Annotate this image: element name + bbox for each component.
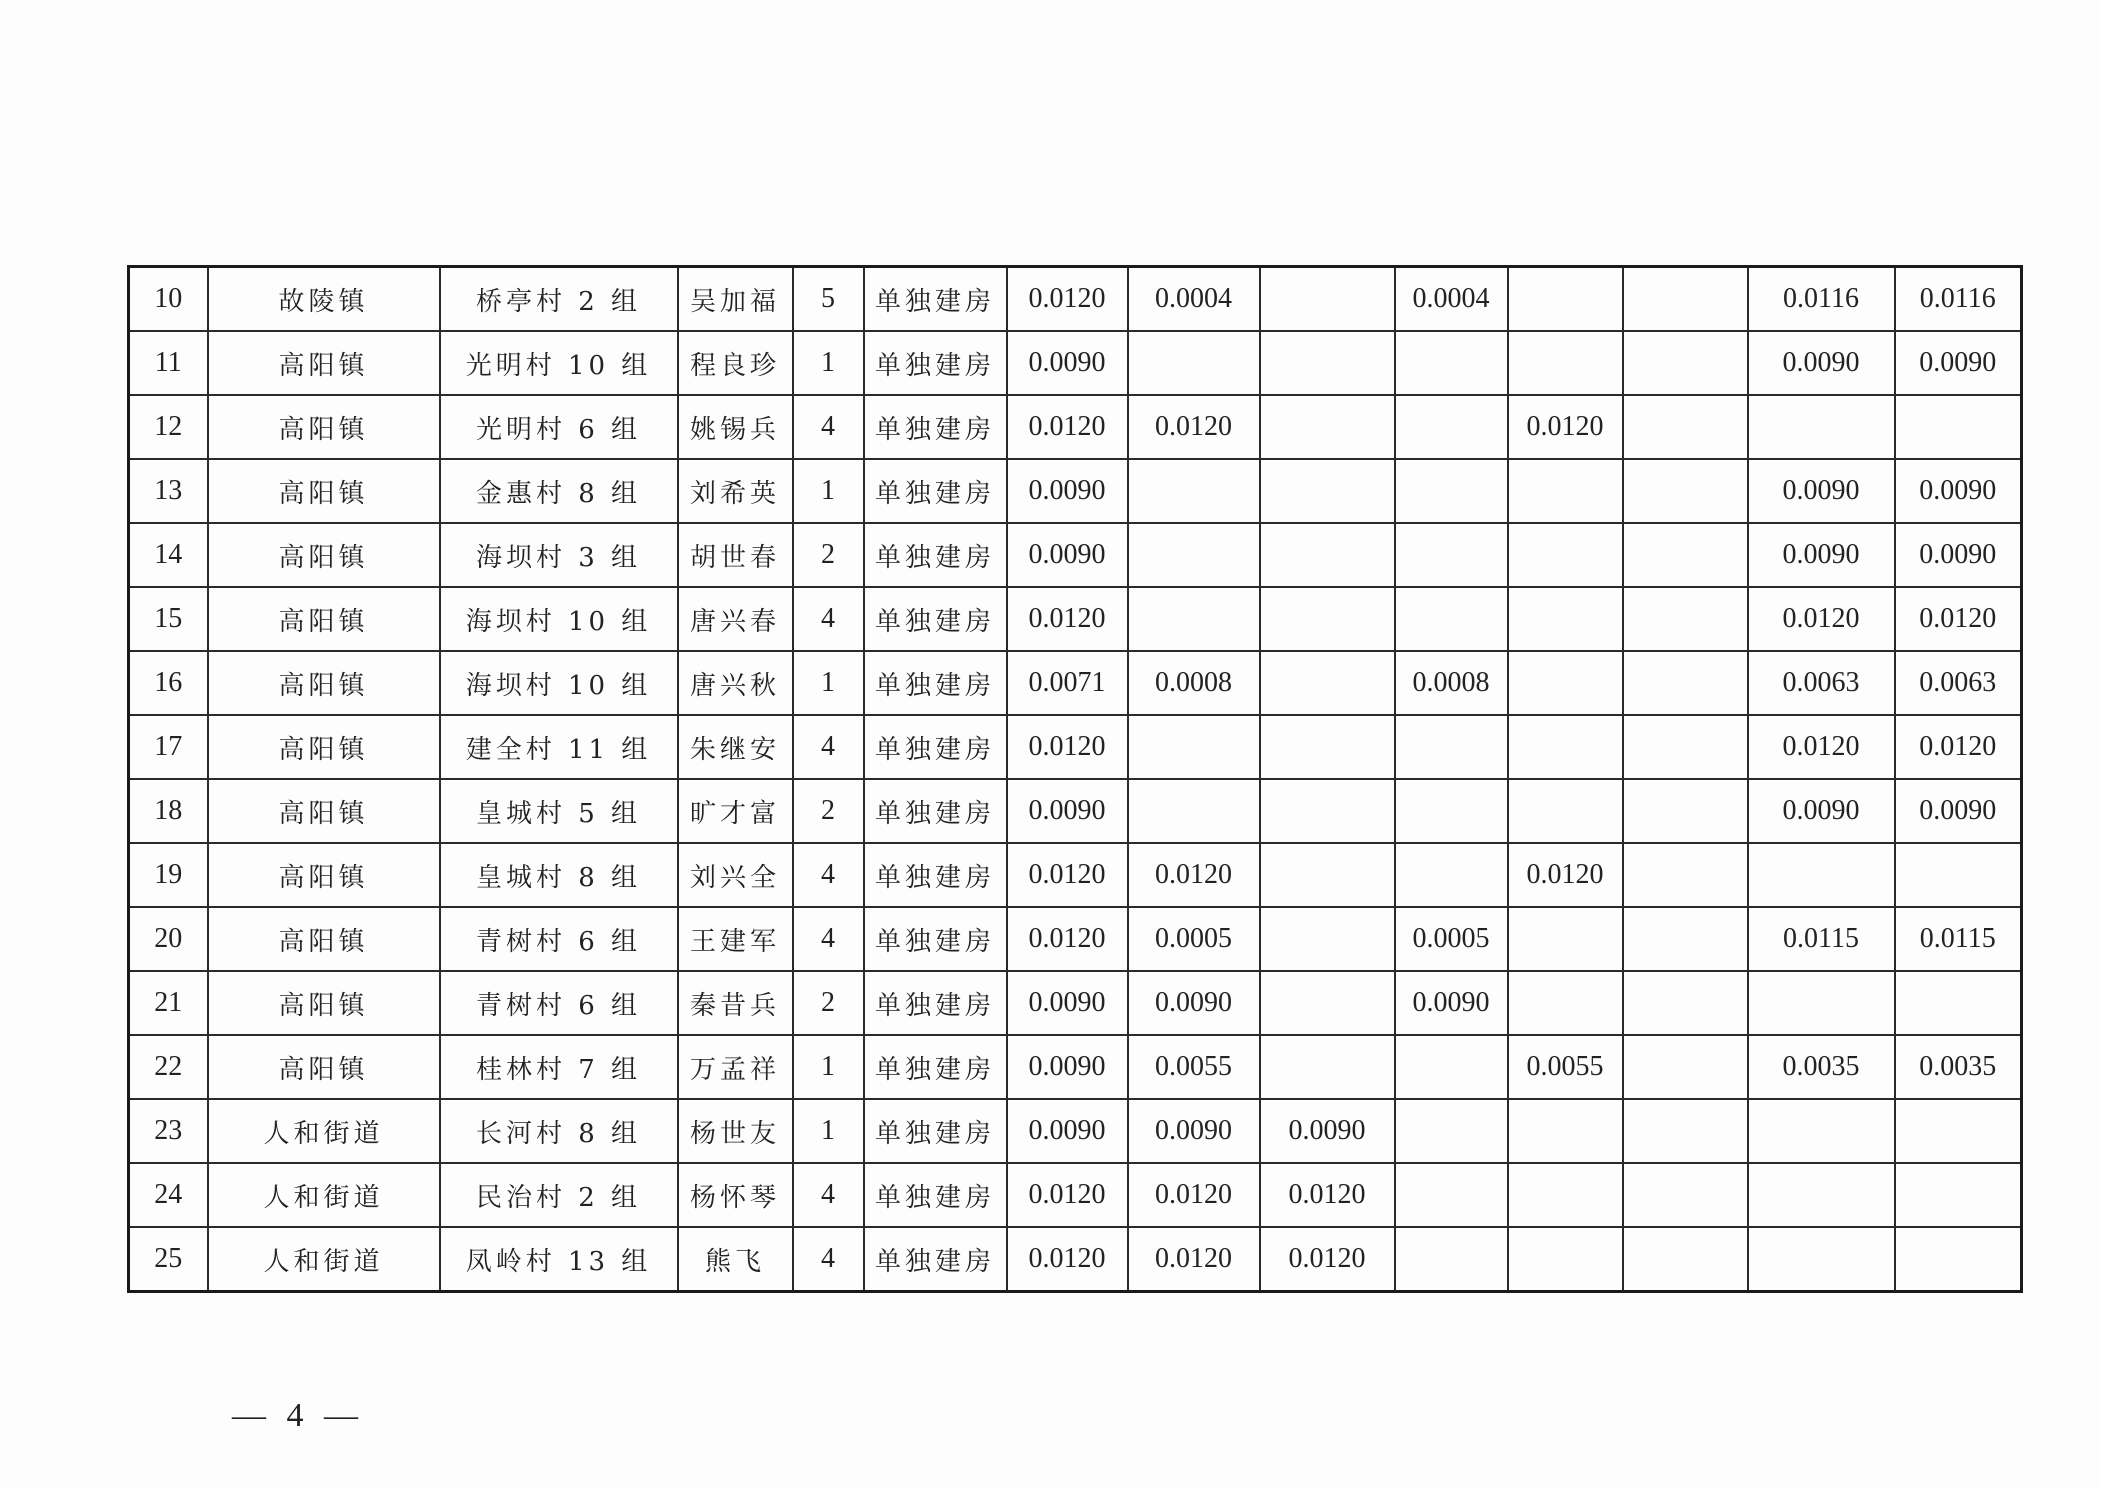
table-row — [129, 395, 2022, 459]
household-size-cell: 4 — [793, 907, 864, 971]
col-8-cell — [1128, 587, 1260, 651]
seq-no-cell: 12 — [129, 395, 208, 459]
land-use-table — [127, 265, 2023, 1293]
col-14-cell — [1895, 971, 2022, 1035]
col-12-cell — [1623, 971, 1748, 1035]
col-9-cell — [1260, 843, 1395, 907]
household-size-cell: 5 — [793, 267, 864, 332]
table-row — [129, 779, 2022, 843]
total-area-cell: 0.0120 — [1007, 715, 1128, 779]
col-8-cell — [1128, 331, 1260, 395]
build-type-cell: 单独建房 — [864, 715, 1007, 779]
table-row — [129, 523, 2022, 587]
col-9-cell — [1260, 331, 1395, 395]
col-8-cell: 0.0090 — [1128, 971, 1260, 1035]
town-cell: 人和街道 — [208, 1227, 440, 1292]
col-10-cell: 0.0090 — [1395, 971, 1508, 1035]
total-area-cell: 0.0120 — [1007, 1163, 1128, 1227]
household-size-cell: 4 — [793, 587, 864, 651]
col-12-cell — [1623, 459, 1748, 523]
col-12-cell — [1623, 523, 1748, 587]
col-14-cell: 0.0115 — [1895, 907, 2022, 971]
col-14-cell: 0.0116 — [1895, 267, 2022, 332]
build-type-cell: 单独建房 — [864, 267, 1007, 332]
col-9-cell — [1260, 907, 1395, 971]
town-cell: 高阳镇 — [208, 459, 440, 523]
col-9-cell: 0.0120 — [1260, 1227, 1395, 1292]
total-area-cell: 0.0120 — [1007, 267, 1128, 332]
col-12-cell — [1623, 331, 1748, 395]
seq-no-cell: 18 — [129, 779, 208, 843]
build-type-cell: 单独建房 — [864, 907, 1007, 971]
col-10-cell — [1395, 1163, 1508, 1227]
col-14-cell: 0.0090 — [1895, 779, 2022, 843]
col-11-cell — [1508, 779, 1623, 843]
col-14-cell: 0.0120 — [1895, 587, 2022, 651]
col-12-cell — [1623, 907, 1748, 971]
town-cell: 高阳镇 — [208, 715, 440, 779]
col-13-cell — [1748, 1227, 1895, 1292]
col-13-cell — [1748, 1163, 1895, 1227]
col-11-cell — [1508, 523, 1623, 587]
col-11-cell — [1508, 459, 1623, 523]
col-8-cell — [1128, 459, 1260, 523]
col-14-cell: 0.0035 — [1895, 1035, 2022, 1099]
col-9-cell — [1260, 779, 1395, 843]
col-8-cell: 0.0090 — [1128, 1099, 1260, 1163]
col-12-cell — [1623, 587, 1748, 651]
col-9-cell: 0.0120 — [1260, 1163, 1395, 1227]
seq-no-cell: 16 — [129, 651, 208, 715]
col-14-cell — [1895, 1099, 2022, 1163]
seq-no-cell: 21 — [129, 971, 208, 1035]
town-cell: 高阳镇 — [208, 779, 440, 843]
build-type-cell: 单独建房 — [864, 843, 1007, 907]
town-cell: 人和街道 — [208, 1099, 440, 1163]
table-row — [129, 971, 2022, 1035]
col-14-cell: 0.0090 — [1895, 331, 2022, 395]
household-size-cell: 1 — [793, 459, 864, 523]
household-size-cell: 1 — [793, 331, 864, 395]
col-8-cell — [1128, 715, 1260, 779]
col-9-cell — [1260, 459, 1395, 523]
build-type-cell: 单独建房 — [864, 651, 1007, 715]
col-9-cell — [1260, 395, 1395, 459]
col-12-cell — [1623, 843, 1748, 907]
col-8-cell: 0.0005 — [1128, 907, 1260, 971]
town-cell: 高阳镇 — [208, 395, 440, 459]
build-type-cell: 单独建房 — [864, 459, 1007, 523]
applicant-name-cell: 程良珍 — [678, 331, 793, 395]
applicant-name-cell: 胡世春 — [678, 523, 793, 587]
col-13-cell — [1748, 971, 1895, 1035]
col-10-cell — [1395, 1035, 1508, 1099]
total-area-cell: 0.0090 — [1007, 459, 1128, 523]
table-row — [129, 1099, 2022, 1163]
col-9-cell — [1260, 523, 1395, 587]
village-group-cell: 青树村 6 组 — [440, 971, 678, 1035]
seq-no-cell: 10 — [129, 267, 208, 332]
household-size-cell: 1 — [793, 1035, 864, 1099]
table-row — [129, 843, 2022, 907]
seq-no-cell: 15 — [129, 587, 208, 651]
total-area-cell: 0.0120 — [1007, 587, 1128, 651]
col-9-cell — [1260, 715, 1395, 779]
col-13-cell — [1748, 843, 1895, 907]
total-area-cell: 0.0120 — [1007, 843, 1128, 907]
col-8-cell: 0.0120 — [1128, 1163, 1260, 1227]
build-type-cell: 单独建房 — [864, 1163, 1007, 1227]
col-8-cell: 0.0055 — [1128, 1035, 1260, 1099]
seq-no-cell: 11 — [129, 331, 208, 395]
seq-no-cell: 19 — [129, 843, 208, 907]
col-10-cell — [1395, 715, 1508, 779]
seq-no-cell: 20 — [129, 907, 208, 971]
household-size-cell: 4 — [793, 1227, 864, 1292]
build-type-cell: 单独建房 — [864, 331, 1007, 395]
town-cell: 高阳镇 — [208, 331, 440, 395]
col-11-cell — [1508, 907, 1623, 971]
col-9-cell — [1260, 971, 1395, 1035]
col-8-cell: 0.0004 — [1128, 267, 1260, 332]
total-area-cell: 0.0090 — [1007, 331, 1128, 395]
col-10-cell — [1395, 843, 1508, 907]
town-cell: 高阳镇 — [208, 971, 440, 1035]
total-area-cell: 0.0090 — [1007, 779, 1128, 843]
col-10-cell — [1395, 587, 1508, 651]
build-type-cell: 单独建房 — [864, 1035, 1007, 1099]
town-cell: 人和街道 — [208, 1163, 440, 1227]
household-size-cell: 2 — [793, 523, 864, 587]
col-11-cell — [1508, 1099, 1623, 1163]
col-10-cell — [1395, 779, 1508, 843]
town-cell: 高阳镇 — [208, 651, 440, 715]
total-area-cell: 0.0090 — [1007, 971, 1128, 1035]
col-13-cell: 0.0090 — [1748, 523, 1895, 587]
total-area-cell: 0.0090 — [1007, 523, 1128, 587]
household-size-cell: 2 — [793, 779, 864, 843]
col-11-cell — [1508, 267, 1623, 332]
household-size-cell: 4 — [793, 395, 864, 459]
col-8-cell: 0.0120 — [1128, 843, 1260, 907]
seq-no-cell: 17 — [129, 715, 208, 779]
town-cell: 高阳镇 — [208, 1035, 440, 1099]
village-group-cell: 长河村 8 组 — [440, 1099, 678, 1163]
col-13-cell: 0.0090 — [1748, 459, 1895, 523]
applicant-name-cell: 姚锡兵 — [678, 395, 793, 459]
village-group-cell: 光明村 6 组 — [440, 395, 678, 459]
col-11-cell: 0.0120 — [1508, 395, 1623, 459]
applicant-name-cell: 杨怀琴 — [678, 1163, 793, 1227]
table-row — [129, 267, 2022, 332]
col-11-cell: 0.0120 — [1508, 843, 1623, 907]
applicant-name-cell: 唐兴秋 — [678, 651, 793, 715]
household-size-cell: 2 — [793, 971, 864, 1035]
col-9-cell — [1260, 267, 1395, 332]
col-8-cell: 0.0120 — [1128, 1227, 1260, 1292]
village-group-cell: 皇城村 8 组 — [440, 843, 678, 907]
col-12-cell — [1623, 1227, 1748, 1292]
col-14-cell: 0.0090 — [1895, 459, 2022, 523]
col-13-cell: 0.0090 — [1748, 779, 1895, 843]
col-12-cell — [1623, 1035, 1748, 1099]
village-group-cell: 民治村 2 组 — [440, 1163, 678, 1227]
col-8-cell — [1128, 523, 1260, 587]
col-10-cell: 0.0005 — [1395, 907, 1508, 971]
col-13-cell: 0.0035 — [1748, 1035, 1895, 1099]
village-group-cell: 金惠村 8 组 — [440, 459, 678, 523]
col-13-cell: 0.0116 — [1748, 267, 1895, 332]
col-10-cell — [1395, 395, 1508, 459]
build-type-cell: 单独建房 — [864, 1227, 1007, 1292]
col-12-cell — [1623, 651, 1748, 715]
town-cell: 高阳镇 — [208, 523, 440, 587]
col-11-cell — [1508, 331, 1623, 395]
applicant-name-cell: 刘兴全 — [678, 843, 793, 907]
table-row — [129, 331, 2022, 395]
build-type-cell: 单独建房 — [864, 971, 1007, 1035]
total-area-cell: 0.0120 — [1007, 907, 1128, 971]
col-12-cell — [1623, 267, 1748, 332]
col-12-cell — [1623, 1163, 1748, 1227]
town-cell: 高阳镇 — [208, 843, 440, 907]
col-11-cell — [1508, 971, 1623, 1035]
village-group-cell: 建全村 11 组 — [440, 715, 678, 779]
household-size-cell: 4 — [793, 843, 864, 907]
col-13-cell: 0.0115 — [1748, 907, 1895, 971]
col-10-cell: 0.0008 — [1395, 651, 1508, 715]
applicant-name-cell: 吴加福 — [678, 267, 793, 332]
total-area-cell: 0.0071 — [1007, 651, 1128, 715]
col-13-cell: 0.0120 — [1748, 587, 1895, 651]
col-13-cell — [1748, 1099, 1895, 1163]
col-10-cell — [1395, 1099, 1508, 1163]
table-row — [129, 907, 2022, 971]
applicant-name-cell: 朱继安 — [678, 715, 793, 779]
table-row — [129, 651, 2022, 715]
applicant-name-cell: 万孟祥 — [678, 1035, 793, 1099]
col-14-cell — [1895, 1227, 2022, 1292]
col-9-cell — [1260, 587, 1395, 651]
applicant-name-cell: 唐兴春 — [678, 587, 793, 651]
table-row — [129, 715, 2022, 779]
build-type-cell: 单独建房 — [864, 395, 1007, 459]
col-8-cell — [1128, 779, 1260, 843]
col-9-cell — [1260, 1035, 1395, 1099]
col-11-cell — [1508, 587, 1623, 651]
col-11-cell — [1508, 715, 1623, 779]
applicant-name-cell: 杨世友 — [678, 1099, 793, 1163]
build-type-cell: 单独建房 — [864, 1099, 1007, 1163]
applicant-name-cell: 刘希英 — [678, 459, 793, 523]
col-14-cell — [1895, 1163, 2022, 1227]
col-9-cell: 0.0090 — [1260, 1099, 1395, 1163]
col-9-cell — [1260, 651, 1395, 715]
seq-no-cell: 24 — [129, 1163, 208, 1227]
table-body — [129, 267, 2022, 1292]
seq-no-cell: 14 — [129, 523, 208, 587]
table-row — [129, 1227, 2022, 1292]
village-group-cell: 光明村 10 组 — [440, 331, 678, 395]
col-13-cell: 0.0120 — [1748, 715, 1895, 779]
household-size-cell: 1 — [793, 1099, 864, 1163]
village-group-cell: 桂林村 7 组 — [440, 1035, 678, 1099]
total-area-cell: 0.0120 — [1007, 1227, 1128, 1292]
col-8-cell: 0.0120 — [1128, 395, 1260, 459]
village-group-cell: 凤岭村 13 组 — [440, 1227, 678, 1292]
applicant-name-cell: 王建军 — [678, 907, 793, 971]
table-row — [129, 459, 2022, 523]
village-group-cell: 海坝村 3 组 — [440, 523, 678, 587]
seq-no-cell: 23 — [129, 1099, 208, 1163]
col-12-cell — [1623, 395, 1748, 459]
seq-no-cell: 13 — [129, 459, 208, 523]
col-12-cell — [1623, 715, 1748, 779]
col-11-cell — [1508, 1163, 1623, 1227]
applicant-name-cell: 熊飞 — [678, 1227, 793, 1292]
table-row — [129, 1163, 2022, 1227]
seq-no-cell: 25 — [129, 1227, 208, 1292]
total-area-cell: 0.0090 — [1007, 1099, 1128, 1163]
col-11-cell: 0.0055 — [1508, 1035, 1623, 1099]
col-10-cell — [1395, 459, 1508, 523]
town-cell: 高阳镇 — [208, 587, 440, 651]
col-12-cell — [1623, 1099, 1748, 1163]
village-group-cell: 桥亭村 2 组 — [440, 267, 678, 332]
total-area-cell: 0.0120 — [1007, 395, 1128, 459]
household-size-cell: 1 — [793, 651, 864, 715]
col-14-cell: 0.0120 — [1895, 715, 2022, 779]
col-13-cell — [1748, 395, 1895, 459]
applicant-name-cell: 旷才富 — [678, 779, 793, 843]
table-row — [129, 1035, 2022, 1099]
col-14-cell — [1895, 395, 2022, 459]
col-10-cell: 0.0004 — [1395, 267, 1508, 332]
col-13-cell: 0.0063 — [1748, 651, 1895, 715]
village-group-cell: 皇城村 5 组 — [440, 779, 678, 843]
build-type-cell: 单独建房 — [864, 779, 1007, 843]
applicant-name-cell: 秦昔兵 — [678, 971, 793, 1035]
col-11-cell — [1508, 651, 1623, 715]
col-14-cell: 0.0063 — [1895, 651, 2022, 715]
town-cell: 高阳镇 — [208, 907, 440, 971]
town-cell: 故陵镇 — [208, 267, 440, 332]
col-11-cell — [1508, 1227, 1623, 1292]
col-10-cell — [1395, 331, 1508, 395]
col-12-cell — [1623, 779, 1748, 843]
col-10-cell — [1395, 523, 1508, 587]
col-14-cell — [1895, 843, 2022, 907]
build-type-cell: 单独建房 — [864, 523, 1007, 587]
page-number: — 4 — — [232, 1397, 364, 1434]
household-size-cell: 4 — [793, 1163, 864, 1227]
village-group-cell: 青树村 6 组 — [440, 907, 678, 971]
seq-no-cell: 22 — [129, 1035, 208, 1099]
col-8-cell: 0.0008 — [1128, 651, 1260, 715]
household-size-cell: 4 — [793, 715, 864, 779]
village-group-cell: 海坝村 10 组 — [440, 587, 678, 651]
table-row — [129, 587, 2022, 651]
col-13-cell: 0.0090 — [1748, 331, 1895, 395]
col-10-cell — [1395, 1227, 1508, 1292]
build-type-cell: 单独建房 — [864, 587, 1007, 651]
village-group-cell: 海坝村 10 组 — [440, 651, 678, 715]
col-14-cell: 0.0090 — [1895, 523, 2022, 587]
total-area-cell: 0.0090 — [1007, 1035, 1128, 1099]
